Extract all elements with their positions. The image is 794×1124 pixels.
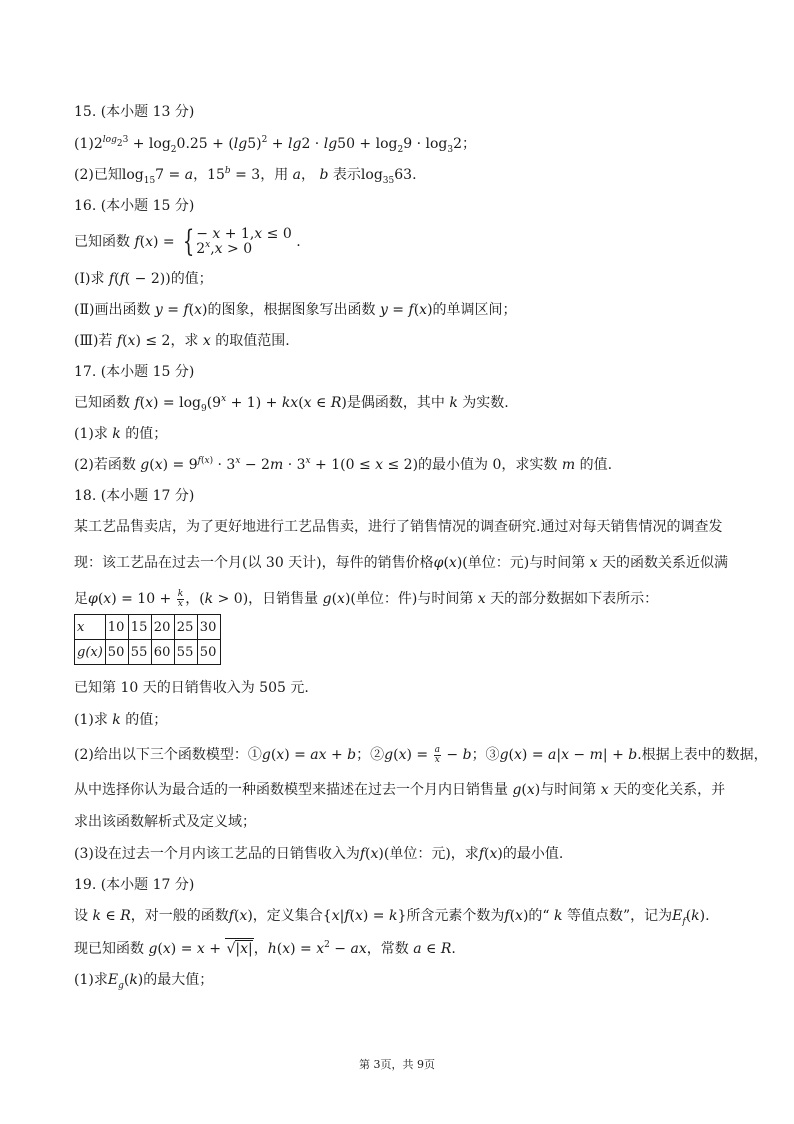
table-cell: 55 (174, 640, 197, 665)
table-cell: 50 (197, 640, 220, 665)
q17-part1: (1)求 k 的值； (74, 426, 168, 442)
q16-part3: (Ⅲ)若 f(x) ≤ 2，求 x 的取值范围. (74, 333, 290, 349)
q15-part1: $(1)2^{log_23} + \log_20.25 + (\lg 5)^2 + \lg 2 \cdot \lg 50 + \log_29 \cdot \log_32$； (74, 135, 477, 155)
table-cell: 20 (151, 615, 174, 640)
table-cell: 30 (197, 615, 220, 640)
q18-para1: 某工艺品售卖店，为了更好地进行工艺品售卖，进行了销售情况的调查研究.通过对每天销售情况的调查发 (74, 519, 723, 535)
q15-header: 15. (本小题 13 分) (74, 104, 195, 120)
q18-part2-line3: 求出该函数解析式及定义域； (74, 814, 256, 830)
q16-intro: 已知函数 f(x) = { − x + 1,x ≤ 0 $2^x,x > 0$ . (74, 224, 301, 259)
q18-part2-line2: 从中选择你认为最合适的一种函数模型来描述在过去一个月内日销售量 g(x)与时间第 x 天的变化关系，并 (74, 782, 726, 798)
q18-known: 已知第 10 天的日销售收入为 505 元. (74, 680, 309, 696)
q17-header: 17. (本小题 15 分) (74, 364, 195, 380)
table-row-x (75, 615, 221, 640)
table-cell: 25 (174, 615, 197, 640)
table-cell: 60 (151, 640, 174, 665)
q16-header: 16. (本小题 15 分) (74, 198, 195, 214)
q17-part2: (2)若函数 $g(x) = 9^{f(x)} \cdot 3^x - 2m \cdot 3^x + 1(0 \le x \le 2)$的最小值为 0，求实数 m 的值. (74, 456, 613, 473)
q15-part2: (2)已知$\log_{15}7 = a$，$15^b = 3$，用 a， b 表示$\log_{35}63$. (74, 166, 417, 186)
sales-table (74, 614, 221, 665)
table-cell: 55 (128, 640, 151, 665)
table-cell: 10 (105, 615, 128, 640)
q19-part1: (1)求$E_g(k)$的最大值； (74, 972, 214, 991)
table-cell: 15 (128, 615, 151, 640)
q17-intro: 已知函数 $f(x) = \log_9(9^x + 1) + kx(x$ ∈ R)是偶函数，其中 k 为实数. (74, 394, 509, 414)
table-row-g (75, 640, 221, 665)
q16-part1: (Ⅰ)求 f(f( − 2))的值； (74, 271, 213, 287)
q19-header: 19. (本小题 17 分) (74, 877, 195, 893)
table-header-x: x (75, 615, 106, 640)
q18-part1: (1)求 k 的值； (74, 712, 168, 728)
table-cell: 50 (105, 640, 128, 665)
q18-header: 18. (本小题 17 分) (74, 488, 195, 504)
q18-part2: (2)给出以下三个函数模型：①g(x) = ax + b；②g(x) = $\frac{a}{x}$ − b；③g(x) = a|x − m| + b.根据上表中的数据， (74, 744, 768, 765)
page-footer: 第 3页，共 9页 (359, 1058, 435, 1071)
q18-part3: (3)设在过去一个月内该工艺品的日销售收入为f(x)(单位：元)，求f(x)的最小值. (74, 846, 564, 862)
q19-line1: 设 k ∈ R，对一般的函数f(x)，定义集合{x|f(x) = k}所含元素个数为f(x)的“ k 等值点数”，记为$E_f(k)$. (74, 908, 710, 927)
q18-para3: 足φ(x) = 10 + $\frac{k}{x}$ ，(k > 0)，日销售量 g(x)(单位：件)与时间第 x 天的部分数据如下表所示： (74, 588, 659, 609)
q19-line2: 现已知函数 g(x) = x + √|x|，$h(x) = x^2$ − ax，常数 a ∈ R. (74, 940, 456, 957)
q16-part2: (Ⅱ)画出函数 y = f(x)的图象，根据图象写出函数 y = f(x)的单调区间； (74, 302, 517, 318)
q18-para2: 现：该工艺品在过去一个月(以 30 天计)，每件的销售价格φ(x)(单位：元)与时间第 x 天的函数关系近似满 (74, 555, 729, 571)
table-header-g: g(x) (75, 640, 106, 665)
